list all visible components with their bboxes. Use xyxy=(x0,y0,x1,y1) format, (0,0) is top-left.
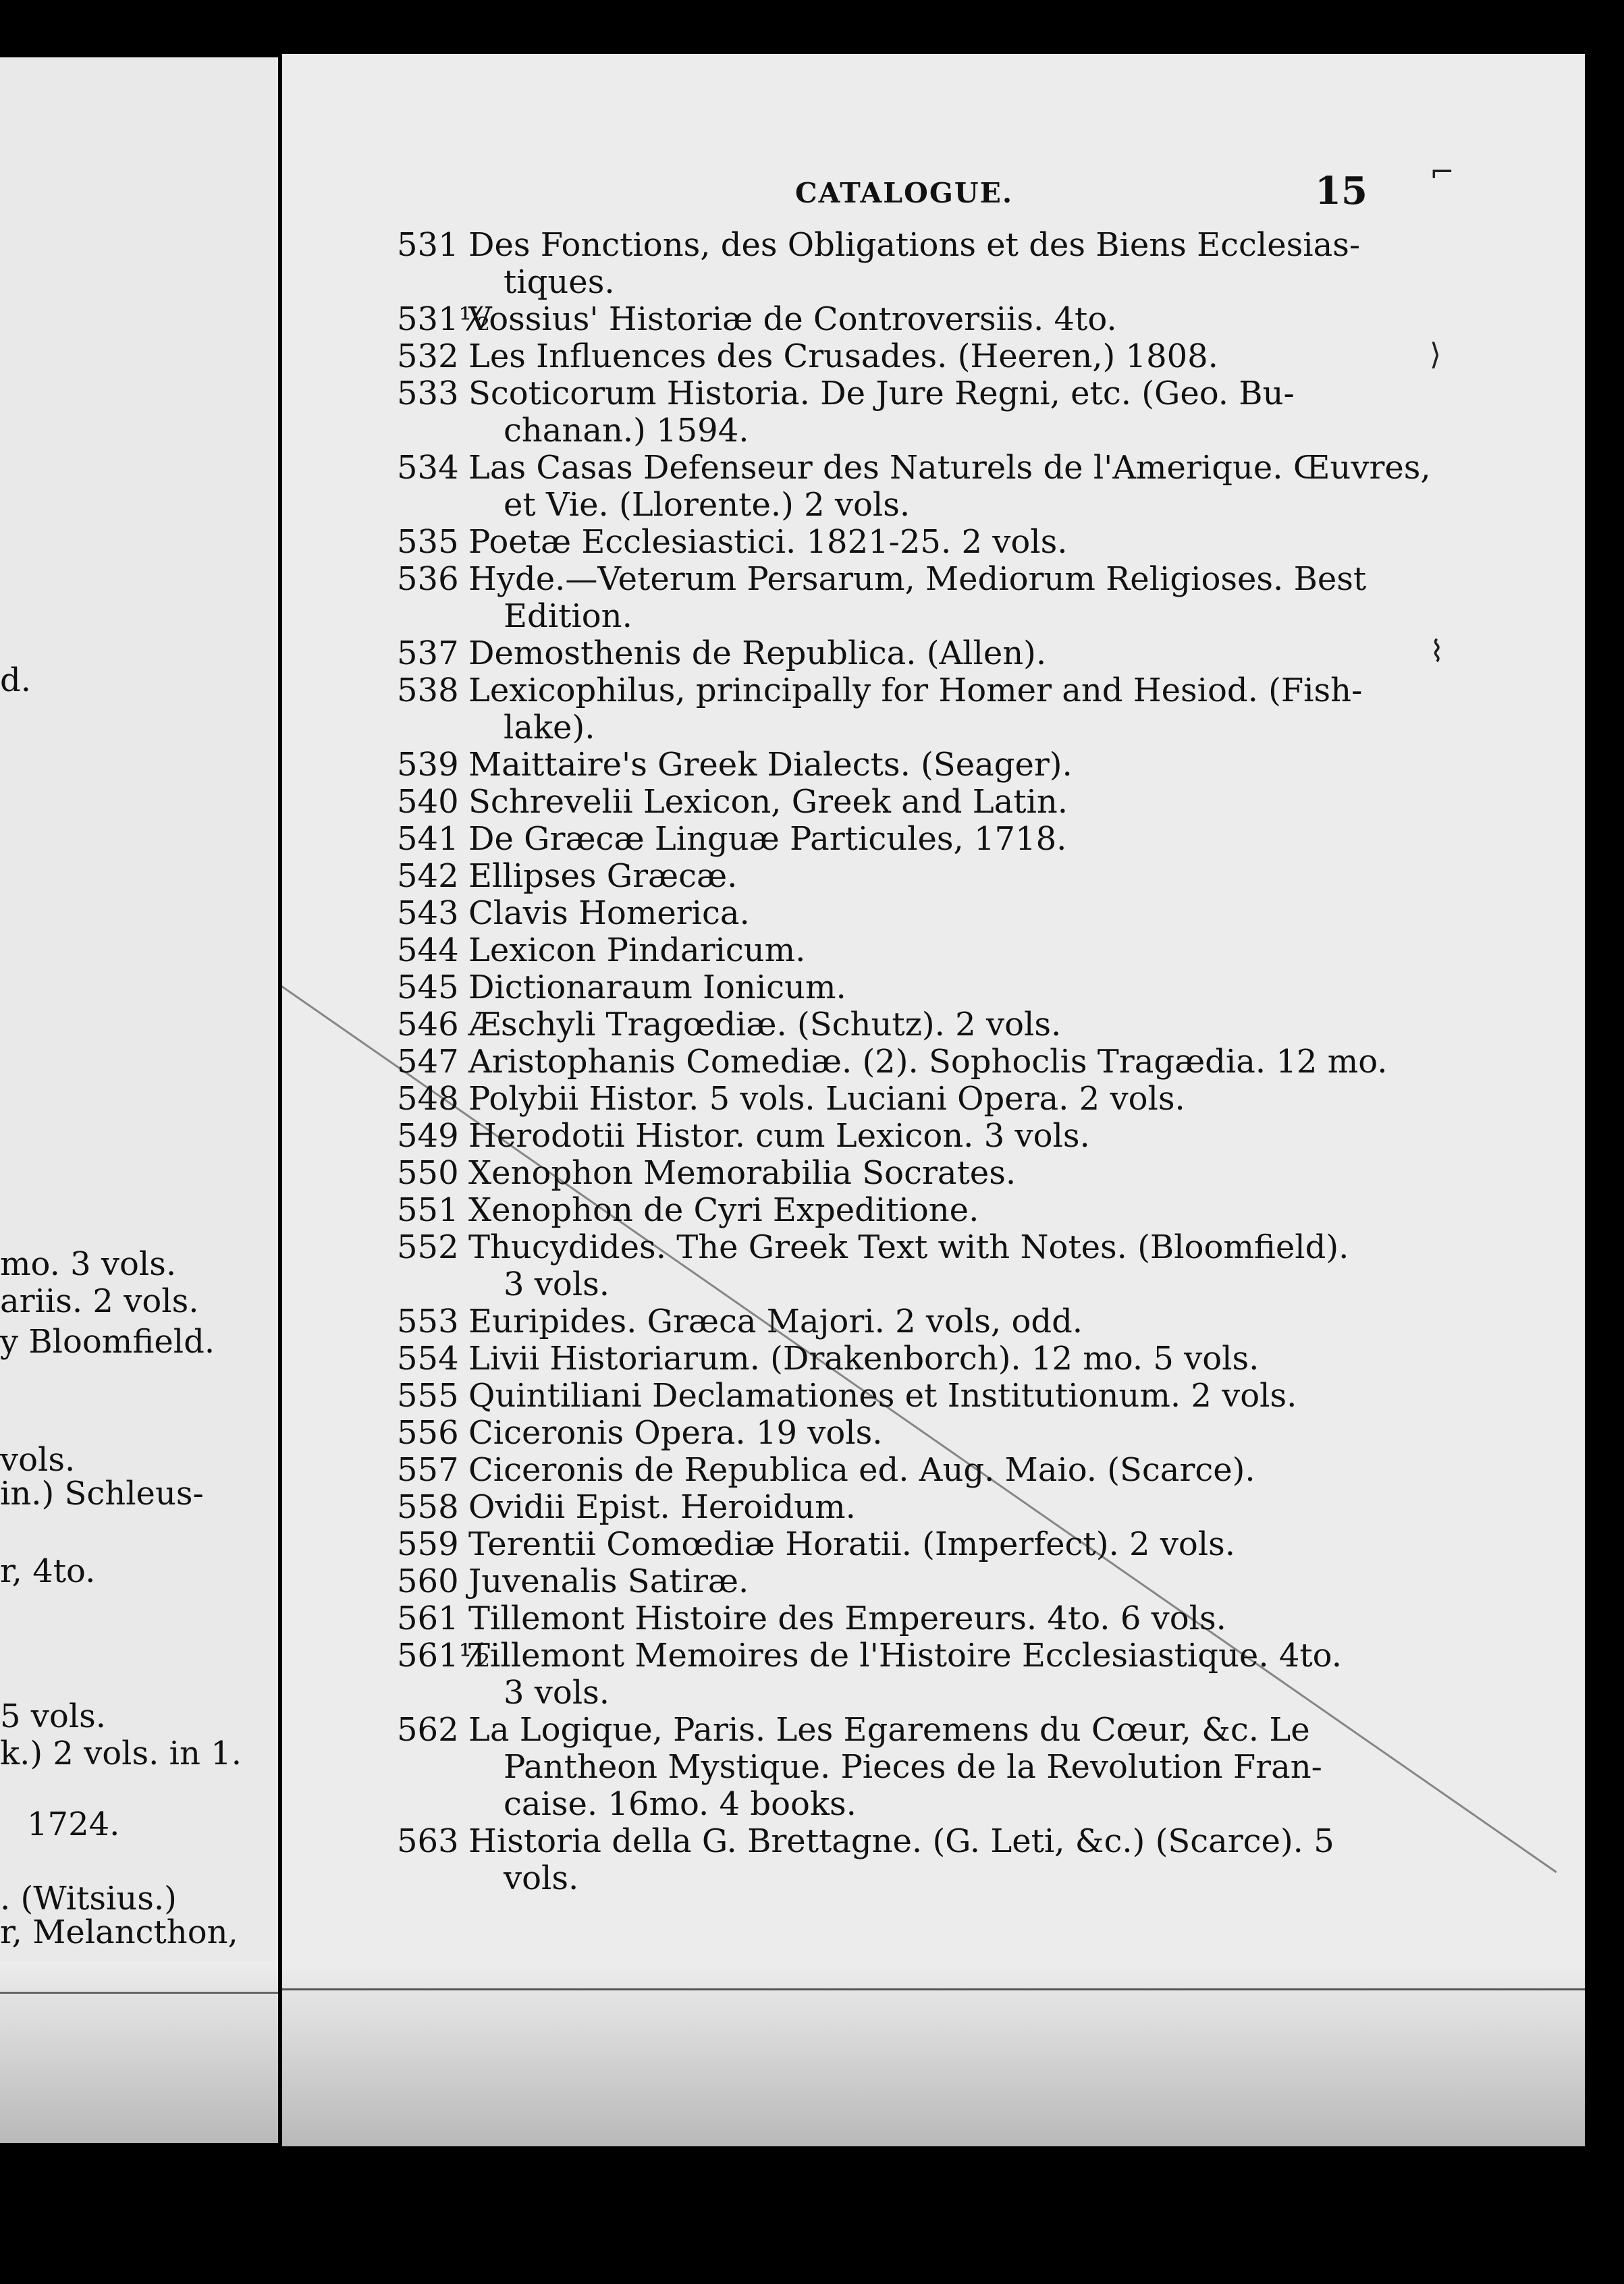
entry-text: Dictionaraum Ionicum. xyxy=(468,969,846,1006)
entry-number: 532 xyxy=(397,337,459,375)
left-fold-line xyxy=(0,1992,278,1994)
catalogue-entry xyxy=(397,524,1571,561)
entry-text: Juvenalis Satiræ. xyxy=(468,1562,749,1600)
entry-number: 552 xyxy=(397,1228,459,1266)
entry-number: 557 xyxy=(397,1451,459,1489)
catalogue-entry xyxy=(397,301,1571,338)
entry-continuation: Pantheon Mystique. Pieces de la Revolution Fran- caise. 16mo. 4 books. xyxy=(504,1748,1322,1823)
catalogue-entry xyxy=(397,1303,1571,1340)
left-line: in.) Schleus- xyxy=(0,1475,204,1513)
catalogue-entry xyxy=(397,1489,1571,1526)
entry-text: Demosthenis de Republica. (Allen). xyxy=(468,634,1047,672)
catalogue-entry xyxy=(397,1340,1571,1378)
entry-continuation: tiques. xyxy=(504,263,615,301)
catalogue-entry xyxy=(397,1043,1571,1081)
entry-text: De Græcæ Linguæ Particules, 1718. xyxy=(468,820,1067,858)
catalogue-entry xyxy=(397,227,1571,301)
right-page xyxy=(282,54,1585,2146)
catalogue-entry xyxy=(397,932,1571,969)
catalogue-entry xyxy=(397,895,1571,932)
left-line: d. xyxy=(0,661,31,699)
entry-number: 542 xyxy=(397,857,459,895)
left-line: r, 4to. xyxy=(0,1552,96,1590)
entry-number: 545 xyxy=(397,969,459,1006)
catalogue-entry xyxy=(397,1415,1571,1452)
left-line: r, Melancthon, xyxy=(0,1913,238,1951)
catalogue-entry xyxy=(397,1823,1571,1897)
left-line: . (Witsius.) xyxy=(0,1880,177,1918)
entry-text: La Logique, Paris. Les Egaremens du Cœur, &c. Le xyxy=(468,1711,1310,1749)
catalogue-entry xyxy=(397,969,1571,1006)
entry-continuation: chanan.) 1594. xyxy=(504,412,749,450)
page-number: 15 xyxy=(1315,169,1368,213)
ink-mark: ⌇ xyxy=(1430,634,1444,669)
entry-text: Terentii Comœdiæ Horatii. (Imperfect). 2 vols. xyxy=(468,1525,1236,1563)
entry-text: Ellipses Græcæ. xyxy=(468,857,738,895)
entry-number: 544 xyxy=(397,931,459,969)
entry-number: 560 xyxy=(397,1562,459,1600)
entry-number: 562 xyxy=(397,1711,459,1749)
entry-number: 539 xyxy=(397,746,459,784)
entry-continuation: et Vie. (Llorente.) 2 vols. xyxy=(504,486,911,524)
catalogue-entry xyxy=(397,784,1571,821)
entry-number: 548 xyxy=(397,1080,459,1118)
entry-number: 538 xyxy=(397,672,459,709)
entry-text: Las Casas Defenseur des Naturels de l'Amerique. Œuvres, xyxy=(468,449,1431,487)
entry-text: Lexicon Pindaricum. xyxy=(468,931,806,969)
catalogue-entry xyxy=(397,821,1571,858)
entry-text: Ciceronis de Republica ed. Aug. Maio. (Scarce). xyxy=(468,1451,1255,1489)
entry-text: Xenophon de Cyri Expeditione. xyxy=(468,1191,979,1229)
entry-number: 540 xyxy=(397,783,459,821)
catalogue-entry xyxy=(397,338,1571,375)
catalogue-entry xyxy=(397,450,1571,524)
entry-continuation: lake). xyxy=(504,709,595,746)
catalogue-entry xyxy=(397,1452,1571,1489)
left-line: mo. 3 vols. xyxy=(0,1245,177,1283)
entry-continuation: 3 vols. xyxy=(504,1266,610,1303)
entry-number: 531 xyxy=(397,226,459,264)
entry-text: Scoticorum Historia. De Jure Regni, etc. (Geo. Bu- xyxy=(468,375,1295,412)
left-page xyxy=(0,57,278,2143)
entry-continuation: Edition. xyxy=(504,597,632,635)
entry-text: Vossius' Historiæ de Controversiis. 4to. xyxy=(468,300,1117,338)
entry-number: 535 xyxy=(397,523,459,561)
page-title: CATALOGUE. xyxy=(795,177,1014,209)
entry-number: 555 xyxy=(397,1377,459,1415)
entry-text: Clavis Homerica. xyxy=(468,894,750,932)
entry-number: 554 xyxy=(397,1340,459,1378)
entry-text: Aristophanis Comediæ. (2). Sophoclis Tragædia. 12 mo. xyxy=(468,1043,1388,1081)
left-line: 5 vols. xyxy=(0,1697,107,1735)
entry-text: Polybii Histor. 5 vols. Luciani Opera. 2 vols. xyxy=(468,1080,1185,1118)
catalogue-entry xyxy=(397,1118,1571,1155)
entry-text: Euripides. Græca Majori. 2 vols, odd. xyxy=(468,1303,1083,1340)
entry-text: Thucydides. The Greek Text with Notes. (Bloomfield). xyxy=(468,1228,1349,1266)
entry-number: 536 xyxy=(397,560,459,598)
entry-number: 553 xyxy=(397,1303,459,1340)
entry-text: Herodotii Histor. cum Lexicon. 3 vols. xyxy=(468,1117,1090,1155)
left-line: y Bloomfield. xyxy=(0,1323,215,1361)
left-line: 1724. xyxy=(27,1805,120,1843)
entry-text: Hyde.—Veterum Persarum, Mediorum Religioses. Best xyxy=(468,560,1367,598)
entry-text: Ovidii Epist. Heroidum. xyxy=(468,1488,856,1526)
entry-text: Historia della G. Brettagne. (G. Leti, &c.) (Scarce). 5 xyxy=(468,1822,1334,1860)
entry-number: 547 xyxy=(397,1043,459,1081)
entry-text: Les Influences des Crusades. (Heeren,) 1808. xyxy=(468,337,1218,375)
entry-number: 550 xyxy=(397,1154,459,1192)
entry-number: 531½ xyxy=(397,300,491,338)
left-line: vols. xyxy=(0,1441,76,1479)
entry-number: 546 xyxy=(397,1006,459,1043)
ink-mark: ⌐ xyxy=(1430,155,1455,190)
catalogue-entry xyxy=(397,746,1571,784)
catalogue-entry xyxy=(397,1192,1571,1229)
entry-number: 561½ xyxy=(397,1637,491,1675)
entry-number: 556 xyxy=(397,1414,459,1452)
entry-text: Livii Historiarum. (Drakenborch). 12 mo. 5 vols. xyxy=(468,1340,1260,1378)
entry-number: 543 xyxy=(397,894,459,932)
entry-text: Lexicophilus, principally for Homer and Hesiod. (Fish- xyxy=(468,672,1363,709)
entry-number: 537 xyxy=(397,634,459,672)
entry-text: Tillemont Memoires de l'Histoire Ecclesiastique. 4to. xyxy=(468,1637,1342,1675)
entry-number: 541 xyxy=(397,820,459,858)
entry-number: 561 xyxy=(397,1600,459,1637)
entry-continuation: 3 vols. xyxy=(504,1674,610,1712)
entry-text: Æschyli Tragœdiæ. (Schutz). 2 vols. xyxy=(468,1006,1062,1043)
catalogue-entry xyxy=(397,672,1571,746)
entry-text: Tillemont Histoire des Empereurs. 4to. 6 vols. xyxy=(468,1600,1226,1637)
catalogue-entry xyxy=(397,561,1571,635)
catalogue-entry xyxy=(397,635,1571,672)
ink-mark: ⟩ xyxy=(1430,337,1442,372)
entry-number: 558 xyxy=(397,1488,459,1526)
catalogue-entry xyxy=(397,858,1571,895)
entry-text: Xenophon Memorabilia Socrates. xyxy=(468,1154,1017,1192)
entry-number: 533 xyxy=(397,375,459,412)
entry-text: Ciceronis Opera. 19 vols. xyxy=(468,1414,883,1452)
left-line: k.) 2 vols. in 1. xyxy=(0,1735,242,1772)
entry-text: Poetæ Ecclesiastici. 1821-25. 2 vols. xyxy=(468,523,1068,561)
fold-line xyxy=(282,1988,1585,1990)
entry-continuation: vols. xyxy=(504,1859,579,1897)
entry-number: 549 xyxy=(397,1117,459,1155)
catalogue-entry xyxy=(397,1712,1571,1823)
catalogue-entry xyxy=(397,1155,1571,1192)
entry-text: Maittaire's Greek Dialects. (Seager). xyxy=(468,746,1073,784)
catalogue-entry xyxy=(397,1526,1571,1563)
catalogue-entry xyxy=(397,1637,1571,1712)
catalogue-entry xyxy=(397,1229,1571,1303)
catalogue-entry xyxy=(397,1563,1571,1600)
catalogue-entry xyxy=(397,375,1571,450)
entry-number: 563 xyxy=(397,1822,459,1860)
catalogue-entries xyxy=(397,227,1571,1897)
catalogue-entry xyxy=(397,1006,1571,1043)
entry-number: 559 xyxy=(397,1525,459,1563)
entry-text: Des Fonctions, des Obligations et des Biens Ecclesias- xyxy=(468,226,1361,264)
catalogue-entry xyxy=(397,1600,1571,1637)
entry-number: 551 xyxy=(397,1191,459,1229)
entry-text: Schrevelii Lexicon, Greek and Latin. xyxy=(468,783,1068,821)
catalogue-entry xyxy=(397,1378,1571,1415)
entry-number: 534 xyxy=(397,449,459,487)
entry-text: Quintiliani Declamationes et Institutionum. 2 vols. xyxy=(468,1377,1297,1415)
left-line: ariis. 2 vols. xyxy=(0,1282,199,1320)
catalogue-entry xyxy=(397,1081,1571,1118)
